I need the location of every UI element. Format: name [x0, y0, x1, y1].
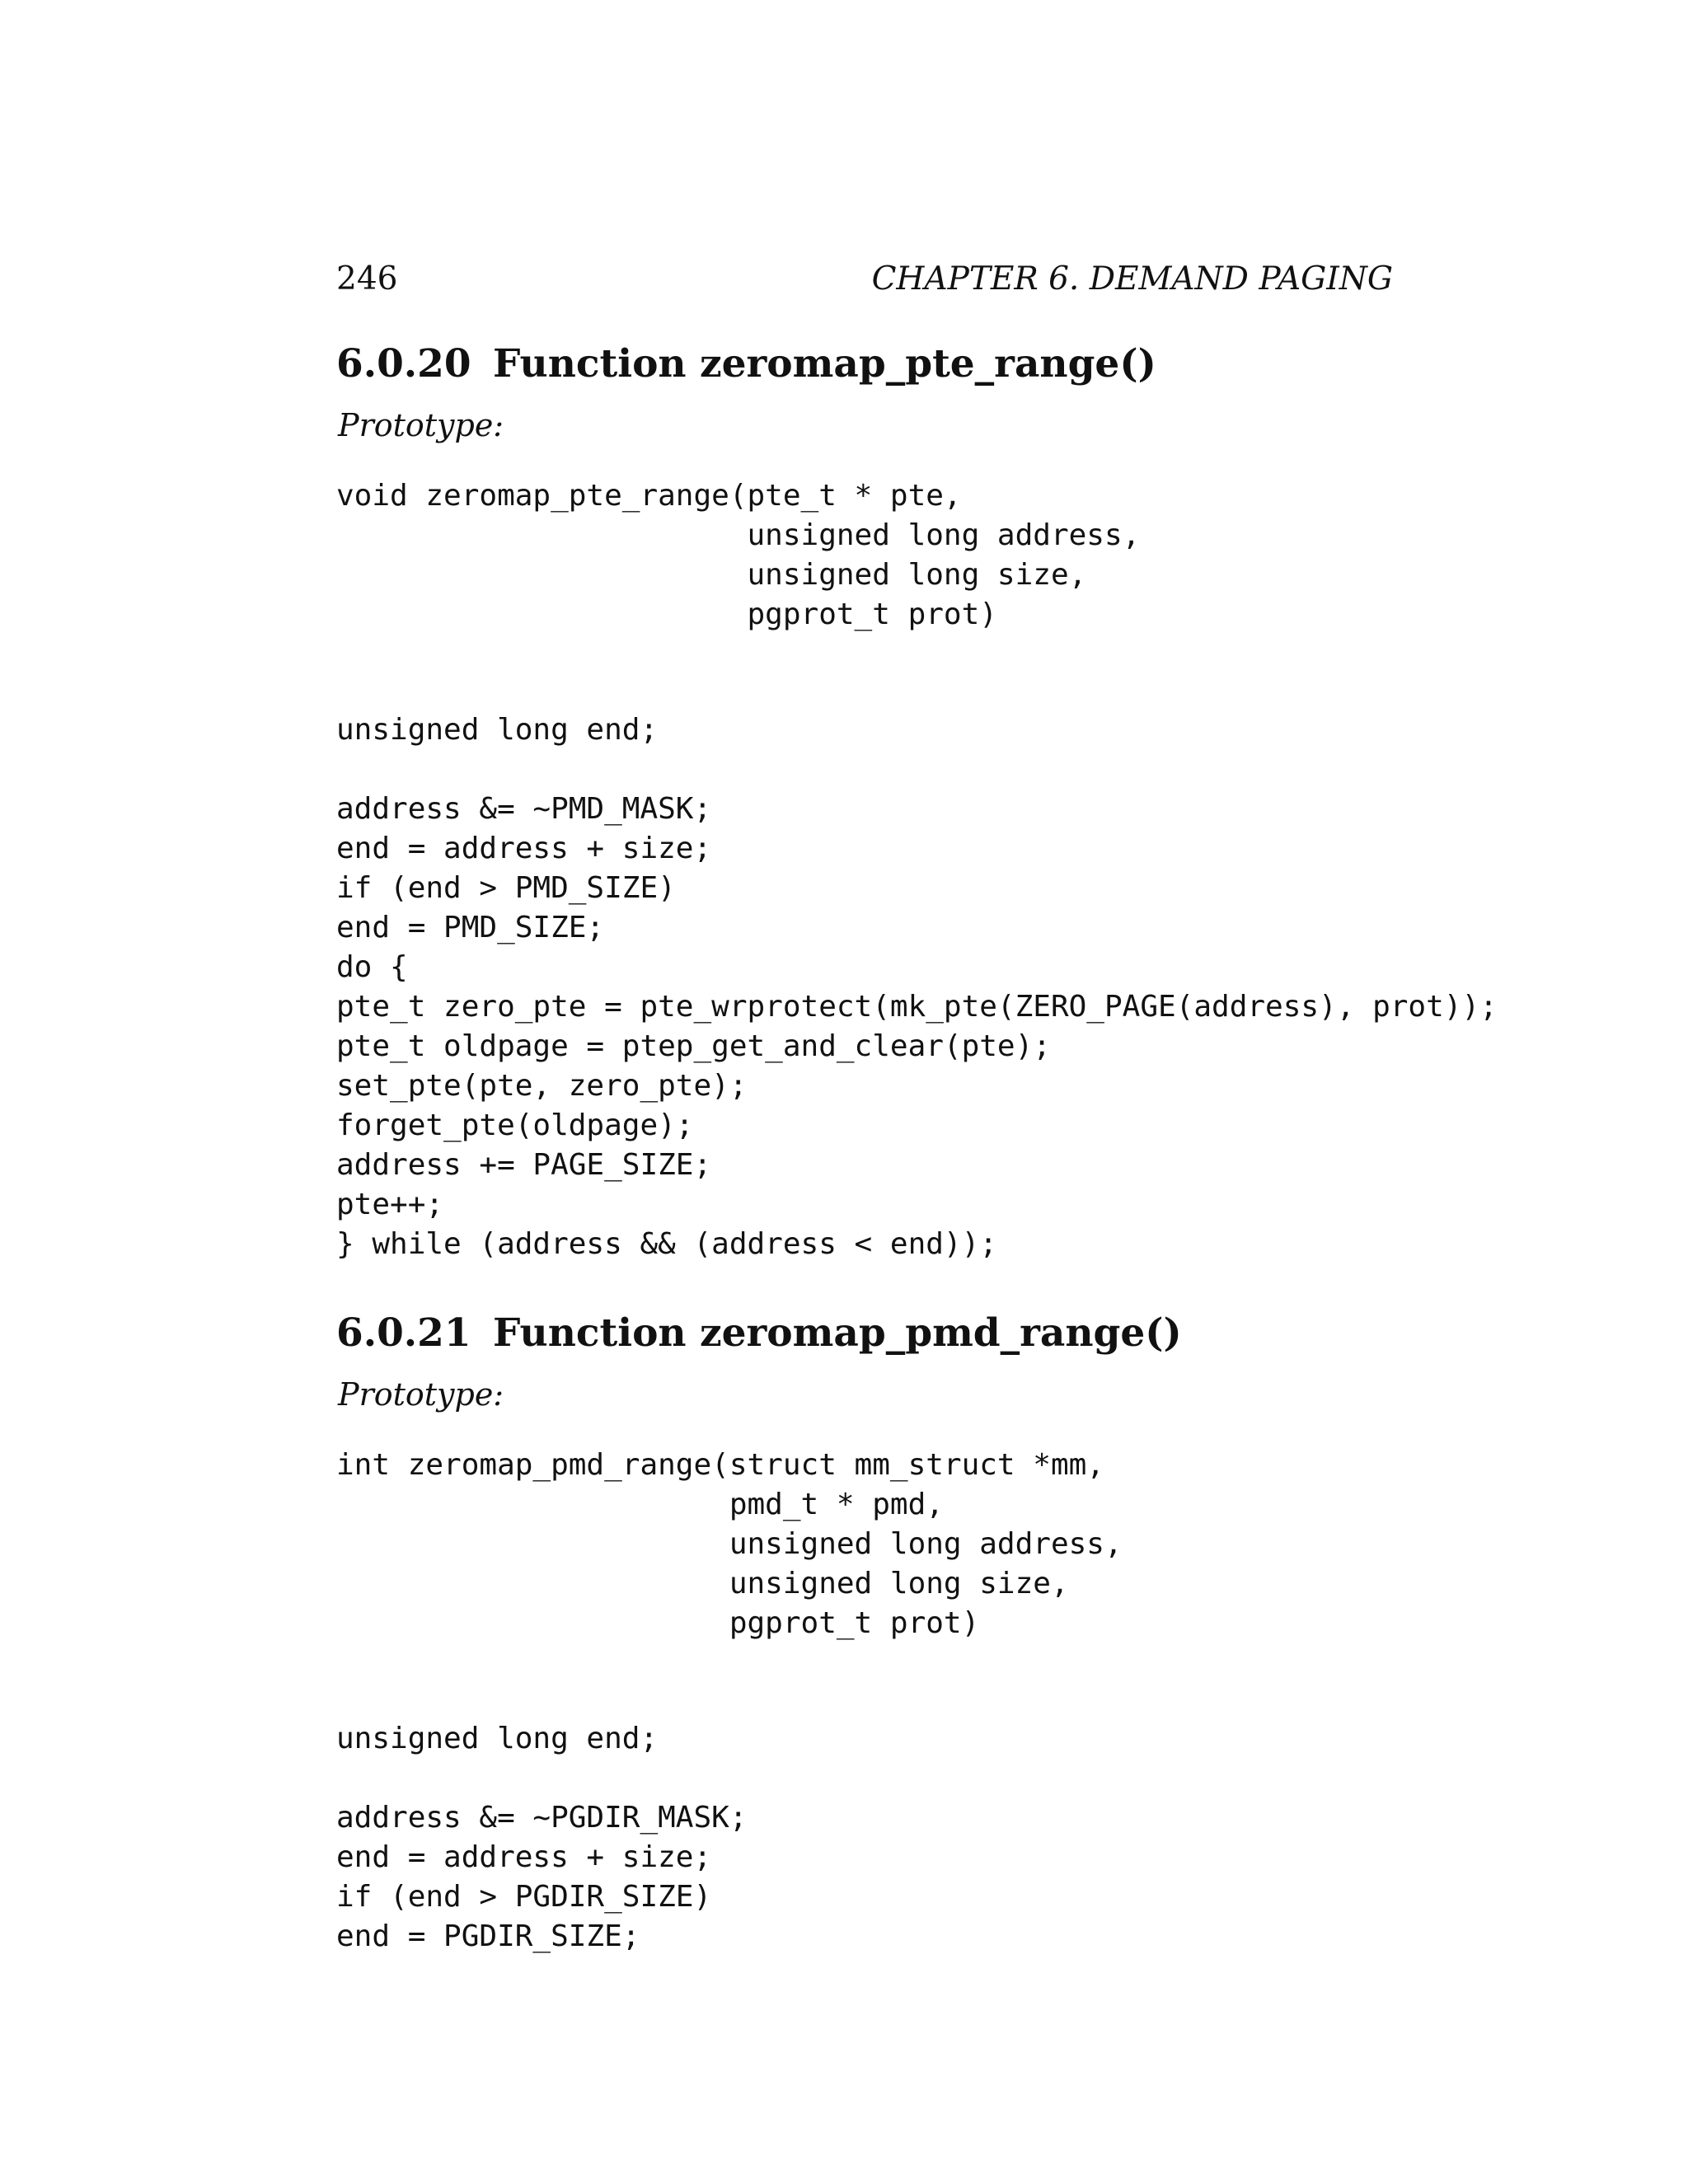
- section-title: Function zeromap_pte_range(): [493, 341, 1156, 387]
- code-line: unsigned long end;: [336, 1722, 659, 1755]
- code-line: } while (address && (address < end));: [336, 1227, 997, 1261]
- code-line: end = PGDIR_SIZE;: [336, 1919, 640, 1953]
- code-line: [336, 750, 1498, 790]
- code-line: address &= ~PMD_MASK;: [336, 792, 712, 826]
- code-line: end = address + size;: [336, 1840, 712, 1874]
- section-heading-6-0-21: [336, 1307, 1182, 1360]
- code-line: unsigned long address,: [336, 518, 1141, 552]
- code-line: int zeromap_pmd_range(struct mm_struct *mm,: [336, 1448, 1104, 1482]
- code-line: void zeromap_pte_range(pte_t * pte,: [336, 479, 962, 513]
- code-line: pte_t oldpage = ptep_get_and_clear(pte);: [336, 1029, 1051, 1063]
- code-line: do {: [336, 950, 408, 984]
- code-line: unsigned long size,: [336, 558, 1087, 592]
- code-line: unsigned long address,: [336, 1527, 1123, 1561]
- function-body-code-block: [336, 1719, 748, 1957]
- code-line: pte++;: [336, 1188, 444, 1221]
- code-line: unsigned long size,: [336, 1567, 1069, 1601]
- code-line: set_pte(pte, zero_pte);: [336, 1069, 748, 1103]
- code-line: end = address + size;: [336, 832, 712, 865]
- section-title: Function zeromap_pmd_range(): [493, 1310, 1182, 1356]
- code-line: pgprot_t prot): [336, 598, 997, 631]
- prototype-code-block: [336, 476, 1140, 635]
- code-line: address += PAGE_SIZE;: [336, 1148, 712, 1182]
- code-line: unsigned long end;: [336, 713, 659, 747]
- page-number: 246: [336, 260, 398, 298]
- code-line: end = PMD_SIZE;: [336, 911, 605, 944]
- code-line: if (end > PGDIR_SIZE): [336, 1880, 712, 1914]
- code-line: pmd_t * pmd,: [336, 1488, 944, 1521]
- chapter-title: CHAPTER 6. DEMAND PAGING: [871, 260, 1393, 298]
- prototype-code-block: [336, 1446, 1123, 1643]
- code-line: address &= ~PGDIR_MASK;: [336, 1801, 748, 1835]
- running-header: [336, 257, 1393, 302]
- code-line: pgprot_t prot): [336, 1606, 980, 1640]
- section-number: 6.0.21: [336, 1310, 471, 1356]
- prototype-label: Prototype:: [338, 407, 504, 443]
- section-heading-6-0-20: [336, 338, 1156, 391]
- code-line: pte_t zero_pte = pte_wrprotect(mk_pte(ZERO_PAGE(address), prot));: [336, 990, 1498, 1024]
- prototype-label: Prototype:: [338, 1376, 504, 1413]
- code-line: [336, 1759, 748, 1798]
- section-number: 6.0.20: [336, 341, 471, 387]
- code-line: forget_pte(oldpage);: [336, 1108, 694, 1142]
- function-body-code-block: [336, 710, 1498, 1264]
- code-line: if (end > PMD_SIZE): [336, 871, 676, 905]
